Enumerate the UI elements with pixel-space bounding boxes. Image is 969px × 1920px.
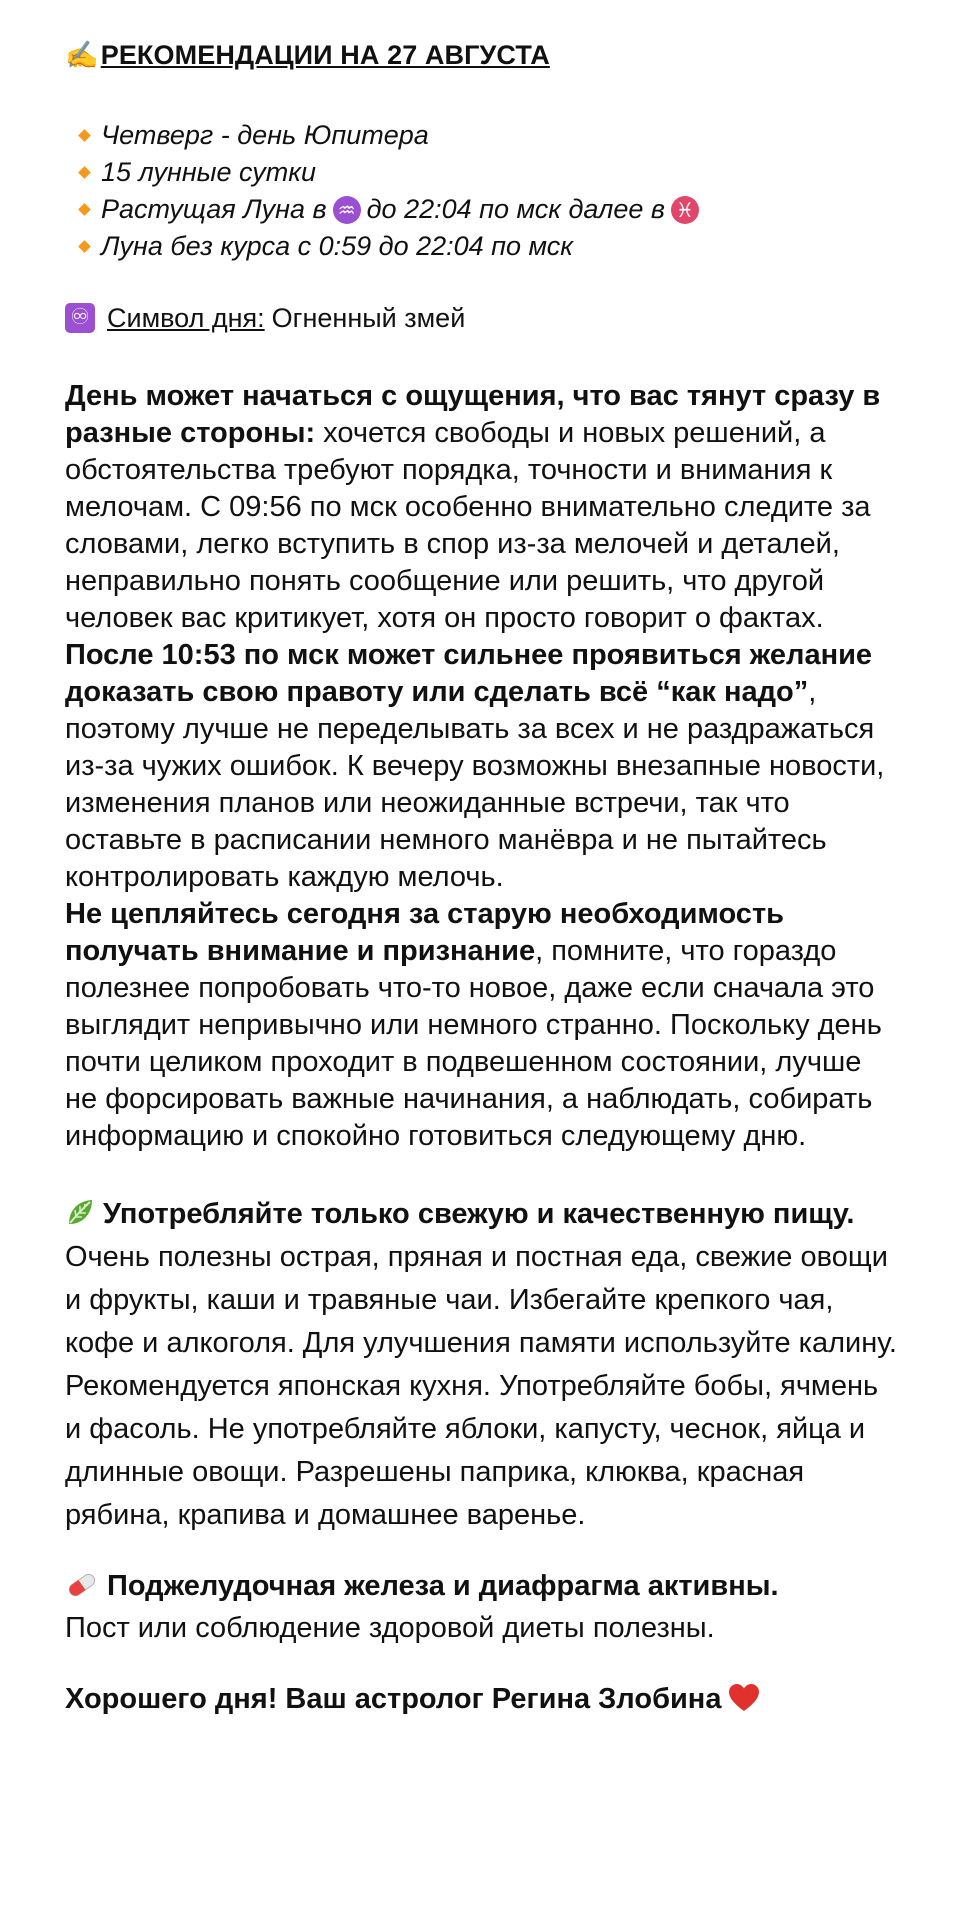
- infinity-icon: ♾: [65, 303, 95, 333]
- leafy-green-icon: [65, 1197, 95, 1227]
- health-text: Пост или соблюдение здоровой диеты полезны.: [65, 1612, 715, 1644]
- forecast-paragraph-2-text: , поэтому лучше не переделывать за всех и не раздражаться из-за чужих ошибок. К вечеру возможны внезапные новости, изменения планов или неожиданные встречи, так что оставьте в расписании немного манёвра и не пытайтесь контролировать каждую мелочь.: [65, 676, 885, 893]
- fact-moon-text-start: Растущая Луна в: [101, 194, 327, 224]
- orange-diamond-icon: [78, 240, 91, 253]
- forecast-paragraph-3-lead: Не цепляйтесь сегодня за старую необходимость получать внимание и признание: [65, 898, 784, 967]
- fact-moon-text-middle: до 22:04 по мск далее в: [366, 194, 665, 224]
- forecast-paragraph-1-text: хочется свободы и новых решений, а обстоятельства требуют порядка, точности и внимания к мелочам. С 09:56 по мск особенно внимательно следите за словами, легко вступить в спор из-за мелочей и деталей, неправильно понять сообщение или решить, что другой человек вас критикует, хотя он просто говорит о фактах.: [65, 417, 871, 634]
- symbol-of-day: [65, 299, 899, 337]
- closing-text: Хорошего дня! Ваш астролог Регина Злобина: [65, 1683, 722, 1715]
- aquarius-icon: ♒: [333, 196, 361, 224]
- main-forecast: [65, 378, 899, 1155]
- food-lead: Употребляйте только свежую и качественную пищу.: [103, 1198, 855, 1230]
- symbol-label: Символ дня:: [107, 303, 265, 333]
- post-title: [65, 36, 899, 74]
- fact-moon-sign: [77, 191, 899, 228]
- forecast-paragraph-2-lead: После 10:53 по мск может сильнее проявиться желание доказать свою правоту или сделать всё “как надо”: [65, 639, 873, 708]
- symbol-value: Огненный змей: [271, 303, 466, 333]
- fact-lunar-day-text: 15 лунные сутки: [101, 157, 317, 187]
- fact-void-moon-text: Луна без курса с 0:59 до 22:04 по мск: [101, 231, 574, 261]
- orange-diamond-icon: [78, 129, 91, 142]
- closing-line: [65, 1679, 899, 1719]
- forecast-paragraph-3: [65, 896, 899, 1155]
- food-text: Очень полезны острая, пряная и постная еда, свежие овощи и фрукты, каши и травяные чаи. Избегайте крепкого чая, кофе и алкоголя. Для улучшения памяти используйте калину. Рекомендуется японская кухня. Употребляйте бобы, ячмень и фасоль. Не употребляйте яблоки, капусту, чеснок, яйца и длинные овощи. Разрешены паприка, клюква, красная рябина, крапива и домашнее варенье.: [65, 1241, 897, 1531]
- forecast-paragraph-3-text: , помните, что гораздо полезнее попробовать что-то новое, даже если сначала это выглядит непривычно или немного странно. Поскольку день почти целиком проходит в подвешенном состоянии, лучше не форсировать важные начинания, а наблюдать, собирать информацию и спокойно готовиться следующему дню.: [65, 935, 882, 1152]
- forecast-paragraph-2: [65, 637, 899, 896]
- fact-void-moon: [77, 228, 899, 265]
- day-facts-list: [65, 117, 899, 265]
- health-lead: Поджелудочная железа и диафрагма активны.: [107, 1570, 779, 1602]
- orange-diamond-icon: [78, 203, 91, 216]
- health-lead-line: [65, 1565, 899, 1607]
- orange-diamond-icon: [78, 166, 91, 179]
- writing-hand-icon: ✍️: [65, 40, 99, 70]
- post-title-text: РЕКОМЕНДАЦИИ НА 27 АВГУСТА: [100, 40, 550, 70]
- forecast-paragraph-1: [65, 378, 899, 637]
- fact-weekday-text: Четверг - день Юпитера: [101, 120, 429, 150]
- fact-weekday: [77, 117, 899, 154]
- forecast-paragraph-1-lead: День может начаться с ощущения, что вас тянут сразу в разные стороны:: [65, 380, 881, 449]
- fact-lunar-day: [77, 154, 899, 191]
- heart-icon: [727, 1683, 761, 1713]
- health-note: [65, 1565, 899, 1649]
- food-recommendations: [65, 1193, 899, 1537]
- pisces-icon: ♓: [671, 196, 699, 224]
- pill-icon: [65, 1570, 99, 1600]
